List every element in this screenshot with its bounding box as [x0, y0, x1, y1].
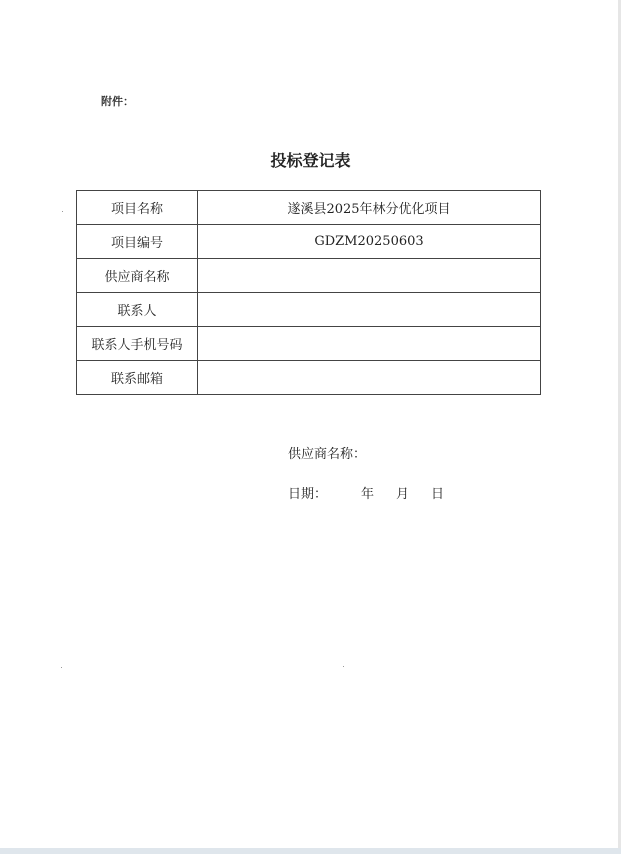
- table-row-project-number: [77, 225, 541, 259]
- row-label: 联系邮箱: [77, 361, 198, 395]
- table-row-contact-phone: [77, 327, 541, 361]
- row-value: GDZM20250603: [198, 225, 541, 259]
- row-value[interactable]: [198, 259, 541, 293]
- row-label: 联系人: [77, 293, 198, 327]
- row-value[interactable]: [198, 327, 541, 361]
- signature-supplier-label: 供应商名称：: [288, 447, 367, 462]
- registration-table: [76, 190, 541, 395]
- signature-date-line: [288, 483, 444, 502]
- row-value: 遂溪县2025年林分优化项目: [198, 191, 541, 225]
- scan-speck: [61, 667, 62, 668]
- table-row-project-name: [77, 191, 541, 225]
- bottom-bar: [0, 848, 621, 854]
- scan-speck: [343, 666, 344, 667]
- date-month-label: 月: [396, 487, 410, 502]
- table-row-supplier-name: [77, 259, 541, 293]
- row-label: 联系人手机号码: [77, 327, 198, 361]
- row-label: 供应商名称: [77, 259, 198, 293]
- table-row-contact-person: [77, 293, 541, 327]
- date-label: 日期：: [288, 487, 328, 502]
- scan-speck: [62, 211, 63, 212]
- date-year-label: 年: [361, 487, 375, 502]
- row-value[interactable]: [198, 361, 541, 395]
- date-day-label: 日: [431, 487, 445, 502]
- row-label: 项目编号: [77, 225, 198, 259]
- row-value[interactable]: [198, 293, 541, 327]
- attachment-label: 附件：: [101, 95, 134, 108]
- row-label: 项目名称: [77, 191, 198, 225]
- form-title: 投标登记表: [270, 151, 351, 170]
- table-row-contact-email: [77, 361, 541, 395]
